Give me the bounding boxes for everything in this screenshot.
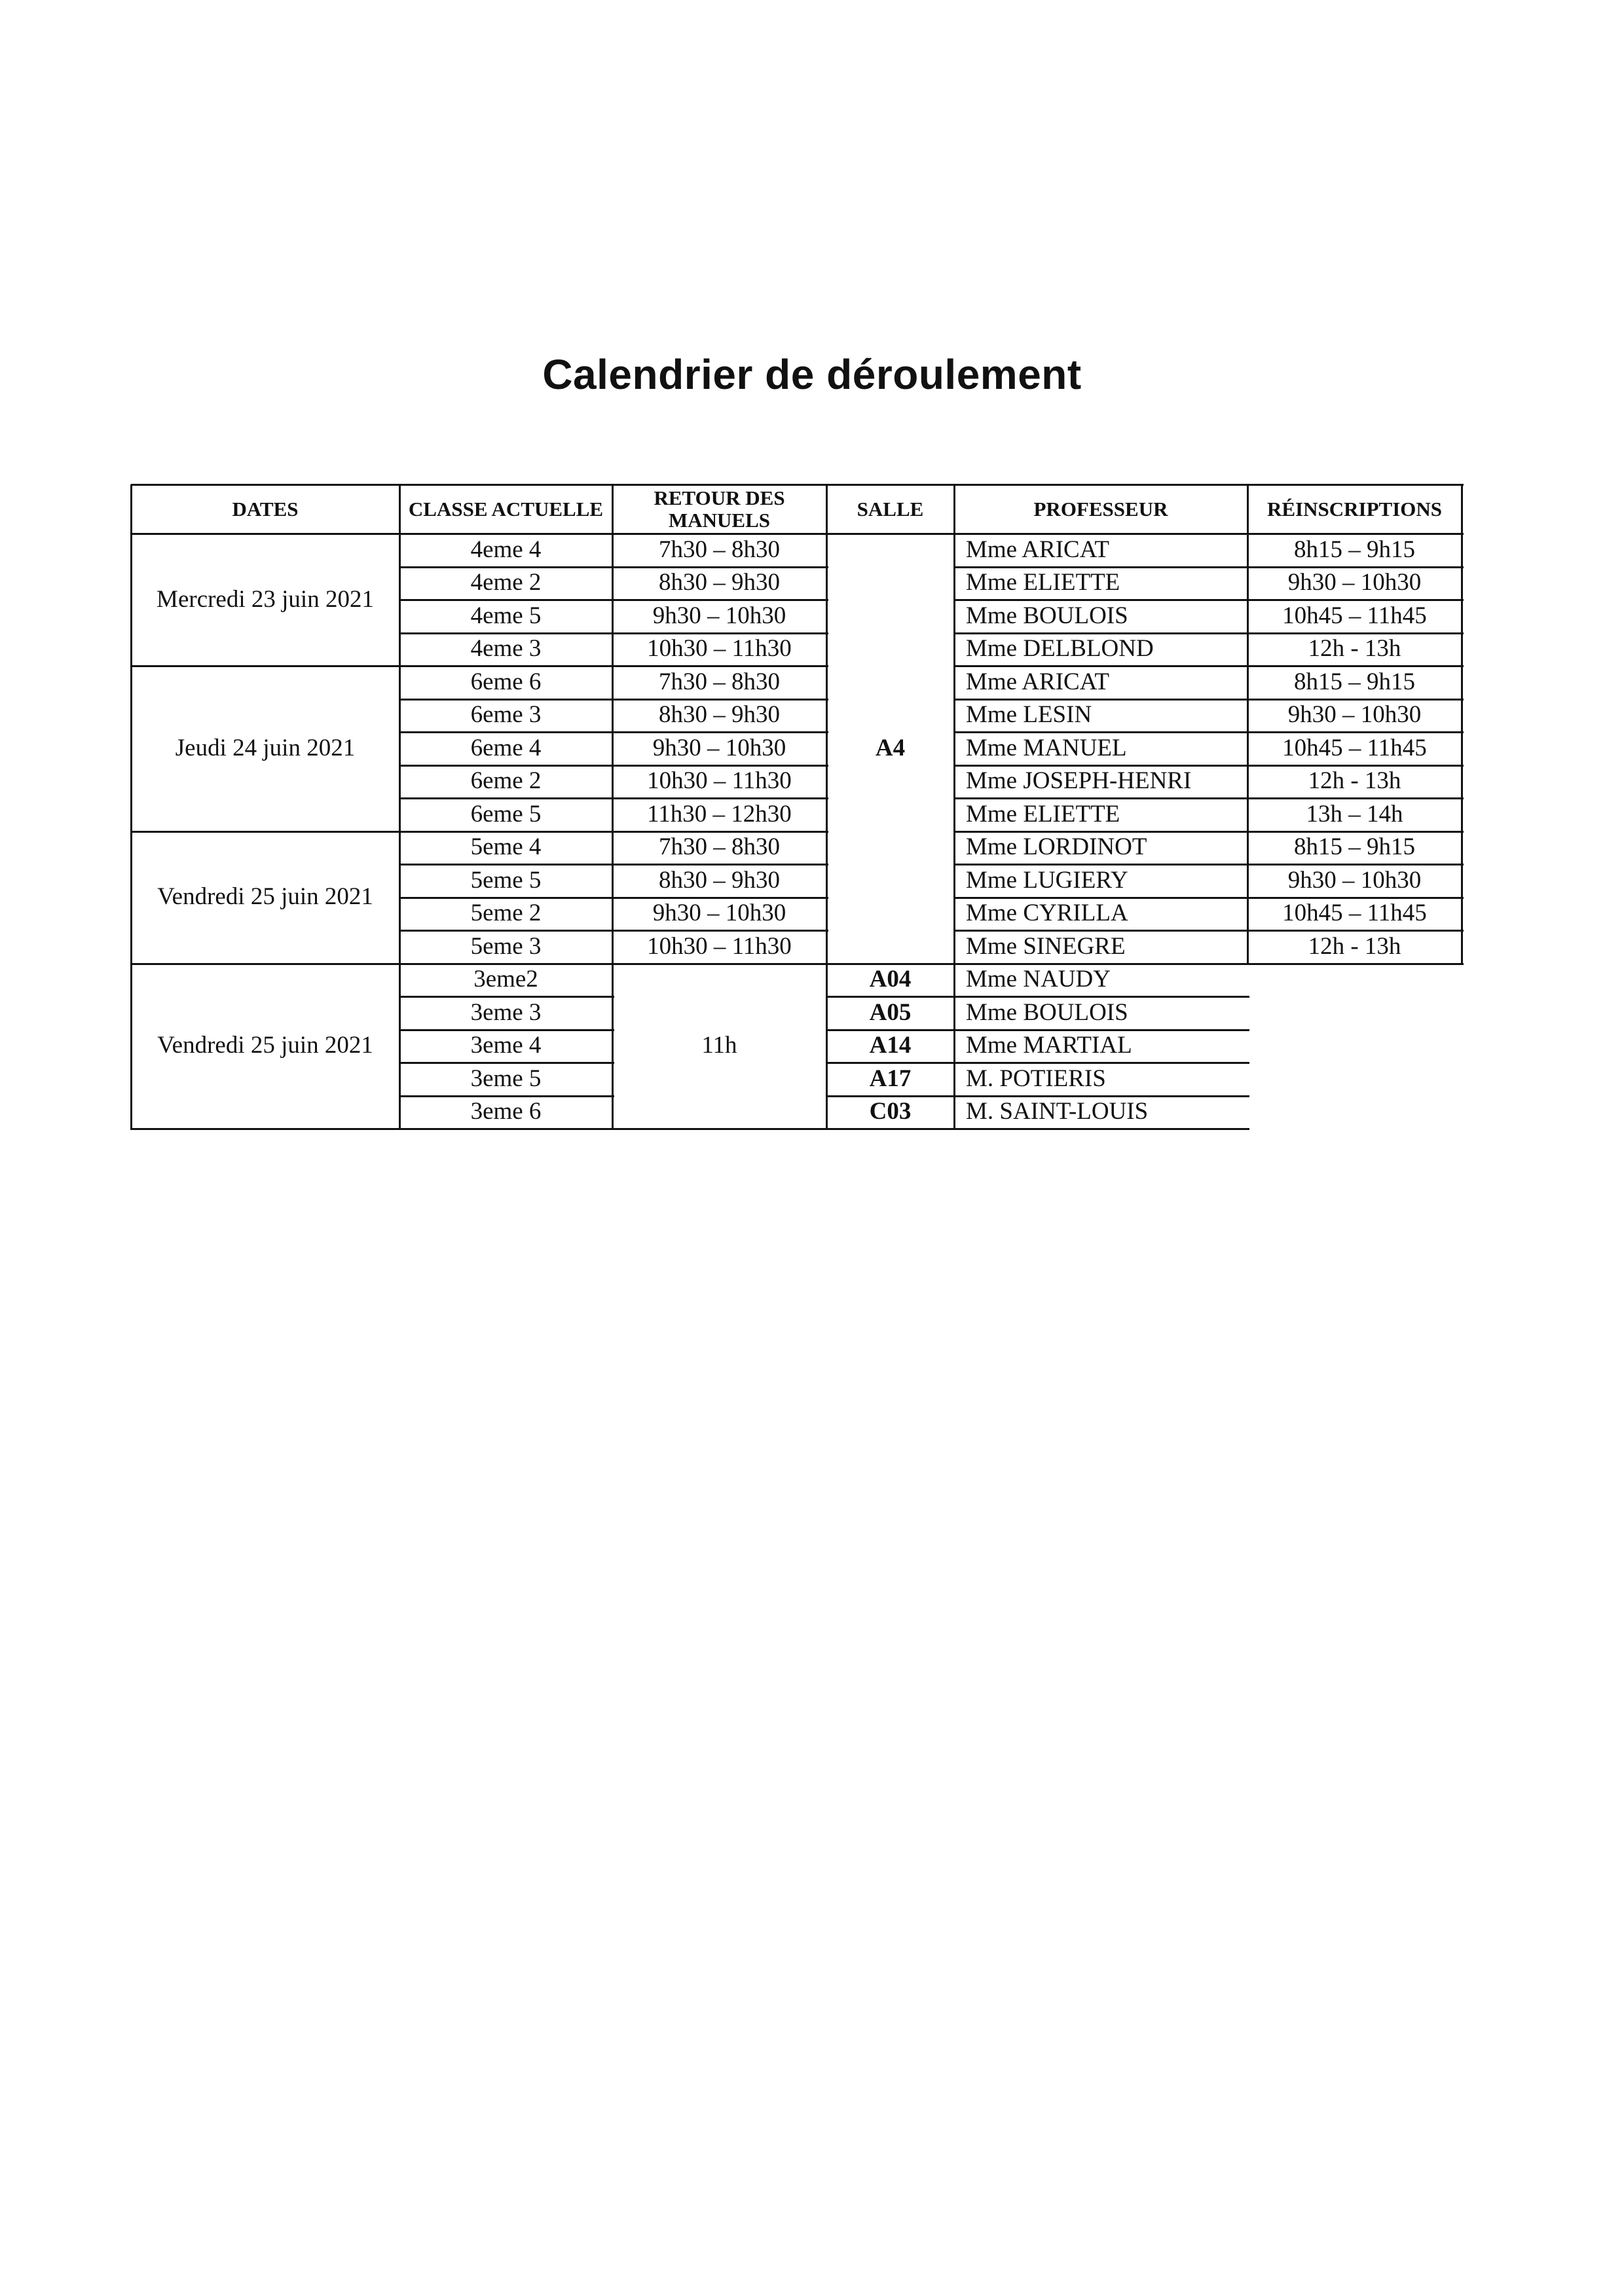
reinscription-cell: 8h15 – 9h15 <box>1294 536 1415 563</box>
table-rule <box>399 699 828 701</box>
table-rule <box>954 831 1464 833</box>
table-rule <box>399 632 828 634</box>
date-cell: Vendredi 25 juin 2021 <box>157 1032 373 1059</box>
header-professeur: PROFESSEUR <box>1033 497 1168 520</box>
table-rule <box>954 665 1464 667</box>
professeur-cell: Mme JOSEPH-HENRI <box>966 767 1192 795</box>
table-rule <box>1461 484 1463 965</box>
table-rule <box>399 484 401 1130</box>
table-rule <box>399 731 828 733</box>
classe-cell: 6eme 4 <box>470 734 542 761</box>
salle-cell: A04 <box>869 966 912 993</box>
table-rule <box>399 996 614 998</box>
professeur-cell: Mme SINEGRE <box>966 932 1126 960</box>
classe-cell: 4eme 3 <box>470 635 542 663</box>
date-cell: Jeudi 24 juin 2021 <box>175 734 356 761</box>
table-rule <box>954 897 1464 899</box>
reinscription-cell: 9h30 – 10h30 <box>1287 569 1422 596</box>
retour-cell: 7h30 – 8h30 <box>659 668 780 695</box>
classe-cell: 4eme 5 <box>470 602 542 629</box>
classe-cell: 3eme 6 <box>470 1098 542 1125</box>
table-rule <box>131 963 614 965</box>
professeur-cell: M. SAINT-LOUIS <box>966 1098 1149 1125</box>
salle-cell: A14 <box>869 1032 912 1059</box>
table-rule <box>399 566 828 568</box>
table-rule <box>131 831 828 833</box>
professeur-cell: Mme LORDINOT <box>966 833 1147 861</box>
professeur-cell: Mme ARICAT <box>966 536 1109 563</box>
table-rule <box>399 1029 614 1031</box>
classe-cell: 3eme 5 <box>470 1065 542 1092</box>
professeur-cell: Mme CYRILLA <box>966 900 1128 927</box>
professeur-cell: Mme ELIETTE <box>966 569 1120 596</box>
table-rule <box>612 963 956 965</box>
table-rule <box>826 1095 1249 1097</box>
table-rule <box>954 930 1464 932</box>
date-cell: Vendredi 25 juin 2021 <box>157 883 373 911</box>
table-rule <box>954 765 1464 767</box>
professeur-cell: Mme BOULOIS <box>966 602 1128 629</box>
table-rule <box>954 632 1464 634</box>
classe-cell: 6eme 5 <box>470 800 542 828</box>
header-dates: DATES <box>232 497 299 520</box>
table-rule <box>954 566 1464 568</box>
table-rule <box>826 484 828 1130</box>
table-rule <box>612 484 614 1130</box>
professeur-cell: Mme BOULOIS <box>966 998 1128 1026</box>
table-rule <box>1247 963 1464 965</box>
table-rule <box>826 1062 1249 1064</box>
classe-cell: 5eme 4 <box>470 833 542 861</box>
classe-cell: 3eme 4 <box>470 1032 542 1059</box>
table-rule <box>399 897 828 899</box>
reinscription-cell: 13h – 14h <box>1306 800 1403 828</box>
classe-cell: 6eme 3 <box>470 701 542 729</box>
reinscription-cell: 12h - 13h <box>1308 635 1401 663</box>
professeur-cell: Mme LESIN <box>966 701 1092 729</box>
retour-cell: 7h30 – 8h30 <box>659 833 780 861</box>
page-title: Calendrier de déroulement <box>542 351 1082 398</box>
table-rule <box>399 765 828 767</box>
retour-cell: 9h30 – 10h30 <box>652 602 786 629</box>
table-rule <box>954 797 1464 799</box>
salle-cell: A17 <box>869 1065 912 1092</box>
header-salle: SALLE <box>857 497 924 520</box>
salle-a4-cell: A4 <box>875 734 906 761</box>
retour-cell: 7h30 – 8h30 <box>659 536 780 563</box>
reinscription-cell: 12h - 13h <box>1308 767 1401 795</box>
professeur-cell: Mme MARTIAL <box>966 1032 1132 1059</box>
reinscription-cell: 10h45 – 11h45 <box>1282 734 1427 761</box>
table-rule <box>826 996 1249 998</box>
table-rule <box>399 797 828 799</box>
retour-cell: 10h30 – 11h30 <box>647 767 792 795</box>
reinscription-cell: 9h30 – 10h30 <box>1287 866 1422 894</box>
table-rule <box>399 1062 614 1064</box>
retour-cell: 8h30 – 9h30 <box>659 569 780 596</box>
professeur-cell: M. POTIERIS <box>966 1065 1106 1092</box>
classe-cell: 6eme 6 <box>470 668 542 695</box>
table-rule <box>954 599 1464 601</box>
salle-cell: A05 <box>869 998 912 1026</box>
professeur-cell: Mme ELIETTE <box>966 800 1120 828</box>
table-rule <box>399 1095 614 1097</box>
table-rule <box>131 1128 1249 1130</box>
header-classe: CLASSE ACTUELLE <box>408 497 604 520</box>
professeur-cell: Mme MANUEL <box>966 734 1127 761</box>
table-rule <box>131 484 1464 486</box>
classe-cell: 5eme 2 <box>470 900 542 927</box>
retour-cell: 9h30 – 10h30 <box>652 900 786 927</box>
professeur-cell: Mme DELBLOND <box>966 635 1154 663</box>
classe-cell: 3eme2 <box>473 966 538 993</box>
classe-cell: 5eme 5 <box>470 866 542 894</box>
retour-3eme-cell: 11h <box>701 1032 737 1059</box>
classe-cell: 4eme 4 <box>470 536 542 563</box>
table-rule <box>130 484 132 1130</box>
table-rule <box>954 864 1464 866</box>
retour-cell: 8h30 – 9h30 <box>659 866 780 894</box>
retour-cell: 9h30 – 10h30 <box>652 734 786 761</box>
classe-cell: 3eme 3 <box>470 998 542 1026</box>
professeur-cell: Mme NAUDY <box>966 966 1111 993</box>
reinscription-cell: 8h15 – 9h15 <box>1294 833 1415 861</box>
date-cell: Mercredi 23 juin 2021 <box>157 585 374 613</box>
professeur-cell: Mme ARICAT <box>966 668 1109 695</box>
retour-cell: 11h30 – 12h30 <box>647 800 792 828</box>
reinscription-cell: 10h45 – 11h45 <box>1282 602 1427 629</box>
reinscription-cell: 10h45 – 11h45 <box>1282 900 1427 927</box>
professeur-cell: Mme LUGIERY <box>966 866 1128 894</box>
header-retour: RETOUR DES MANUELS <box>654 486 785 532</box>
header-reinscriptions: RÉINSCRIPTIONS <box>1266 497 1442 520</box>
retour-cell: 10h30 – 11h30 <box>647 932 792 960</box>
table-rule <box>953 484 955 1130</box>
table-rule <box>826 1029 1249 1031</box>
table-rule <box>954 731 1464 733</box>
classe-cell: 6eme 2 <box>470 767 542 795</box>
table-rule <box>399 930 828 932</box>
reinscription-cell: 12h - 13h <box>1308 932 1401 960</box>
salle-cell: C03 <box>869 1098 912 1125</box>
table-rule <box>131 533 1464 535</box>
reinscription-cell: 9h30 – 10h30 <box>1287 701 1422 729</box>
reinscription-cell: 8h15 – 9h15 <box>1294 668 1415 695</box>
classe-cell: 4eme 2 <box>470 569 542 596</box>
table-rule <box>954 699 1464 701</box>
table-rule <box>131 665 828 667</box>
table-rule <box>1247 484 1249 965</box>
classe-cell: 5eme 3 <box>470 932 542 960</box>
retour-cell: 8h30 – 9h30 <box>659 701 780 729</box>
table-rule <box>399 599 828 601</box>
retour-cell: 10h30 – 11h30 <box>647 635 792 663</box>
table-rule <box>399 864 828 866</box>
